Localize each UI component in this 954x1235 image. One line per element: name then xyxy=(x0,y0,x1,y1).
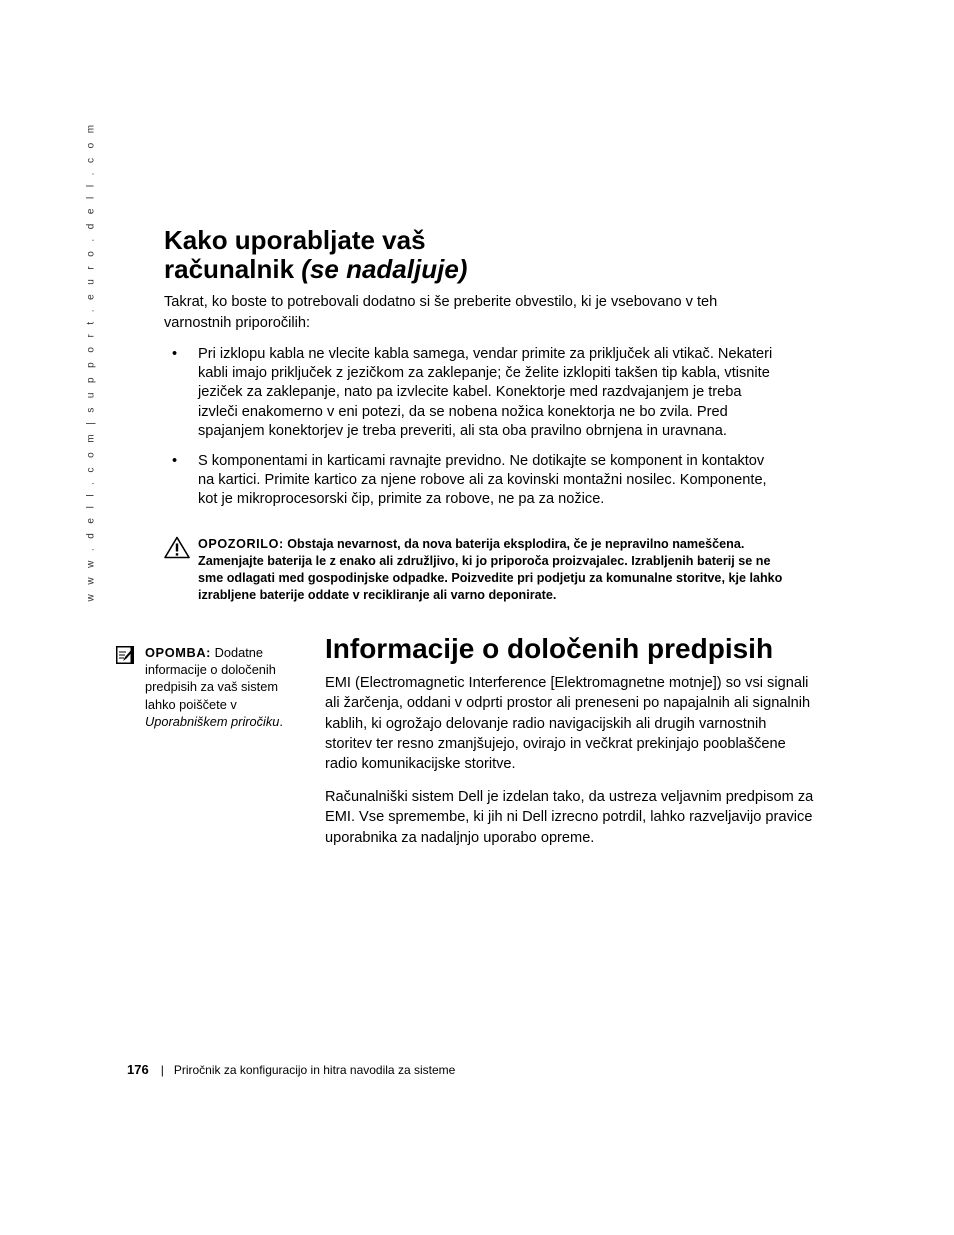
title-line1: Kako uporabljate vaš xyxy=(164,225,426,255)
list-item-text: S komponentami in karticami ravnajte previdno. Ne dotikajte se komponent in kontaktov na kartici. Primite kartico za njene robove ali za kovinski montažni nosilec. Komponente, kot je mikroprocesorski čip, primite za robove, ne pa za nožice. xyxy=(198,453,767,508)
footer-separator: | xyxy=(160,1063,164,1077)
warning-text: Obstaja nevarnost, da nova baterija eksplodira, če je nepravilno nameščena. Zamenjajte baterija le z enako ali združljivo, ki jo priporoča proizvajalec. Izrabljenih baterij se ne sme odlagati med gospodinjske odpadke. Poizvedite pri podjetju za komunalne storitve, kje lahko izrabljene baterije oddate v recikliranje ali varno deponirate. xyxy=(198,537,783,602)
bullet-dot: • xyxy=(172,453,178,470)
note-box xyxy=(116,644,306,730)
list-item-text: Pri izklopu kabla ne vlecite kabla samega, vendar primite za priključek ali vtikač. Nekateri kabli imajo priključek z jezičkom za zaklepanje; če želite izklopiti takšen tip kabla, vtisnite jeziček za zaklepanje, nato pa izvlecite kabel. Konektorje med razdvajanjem je treba izvleči enakomerno v eni potezi, da se nobena nožica konektorja ne bo zvila. Pred spajanjem konektorjev je treba preveriti, ali sta oba pravilno obrnjena in uravnana. xyxy=(198,346,773,439)
warning-triangle-icon xyxy=(164,536,190,559)
warning-box xyxy=(164,536,784,604)
side-url-text: w w w . d e l l . c o m | s u p p o r t . e u r o . d e l l . c o m xyxy=(85,121,97,601)
title-line2: računalnik xyxy=(164,254,302,284)
warning-label: OPOZORILO: xyxy=(198,537,284,551)
section-paragraph-2: Računalniški sistem Dell je izdelan tako, da ustreza veljavnim predpisom za EMI. Vse spremembe, ki jih ni Dell izrecno potrdil, lahko razveljavijo pravice uporabnika za nadaljnjo uporabo opreme. xyxy=(325,789,814,846)
section-heading: Informacije o določenih predpisih xyxy=(325,633,774,664)
title-continued: (se nadaljuje) xyxy=(301,254,468,284)
note-pencil-icon xyxy=(116,646,134,664)
note-label: OPOMBA: xyxy=(145,645,212,660)
intro-paragraph: Takrat, ko boste to potrebovali dodatno si še preberite obvestilo, ki je vsebovano v teh varnostnih priporočilih: xyxy=(164,294,718,331)
page-title xyxy=(164,226,467,284)
note-text-block xyxy=(145,644,306,730)
list-item xyxy=(172,345,782,441)
side-url xyxy=(84,121,98,601)
bullet-dot: • xyxy=(172,346,178,362)
bullet-list xyxy=(172,345,782,521)
page-number: 176 xyxy=(127,1062,149,1077)
warning-text-block xyxy=(198,536,784,604)
list-item xyxy=(172,452,782,510)
note-text: Dodatne informacije o določenih predpisih za vaš sistem lahko poiščete v xyxy=(145,645,278,712)
page-footer xyxy=(127,1061,455,1079)
note-end: . xyxy=(279,713,283,729)
footer-title: Priročnik za konfiguracijo in hitra navodila za sisteme xyxy=(173,1063,456,1077)
note-italic-ref: Uporabniškem priročiku xyxy=(145,713,280,729)
section-paragraph-1: EMI (Electromagnetic Interference [Elektromagnetne motnje]) so vsi signali ali žarčenja, oddani v odprti prostor ali preneseni po napajalnih ali signalnih kablih, ki ogrožajo delovanje radio navigacijskih ali drugih varnostnih storitev ter resno zmanjšujejo, ovirajo in večkrat prekinjajo pooblaščene radio komunikacijske storitve. xyxy=(325,675,811,773)
